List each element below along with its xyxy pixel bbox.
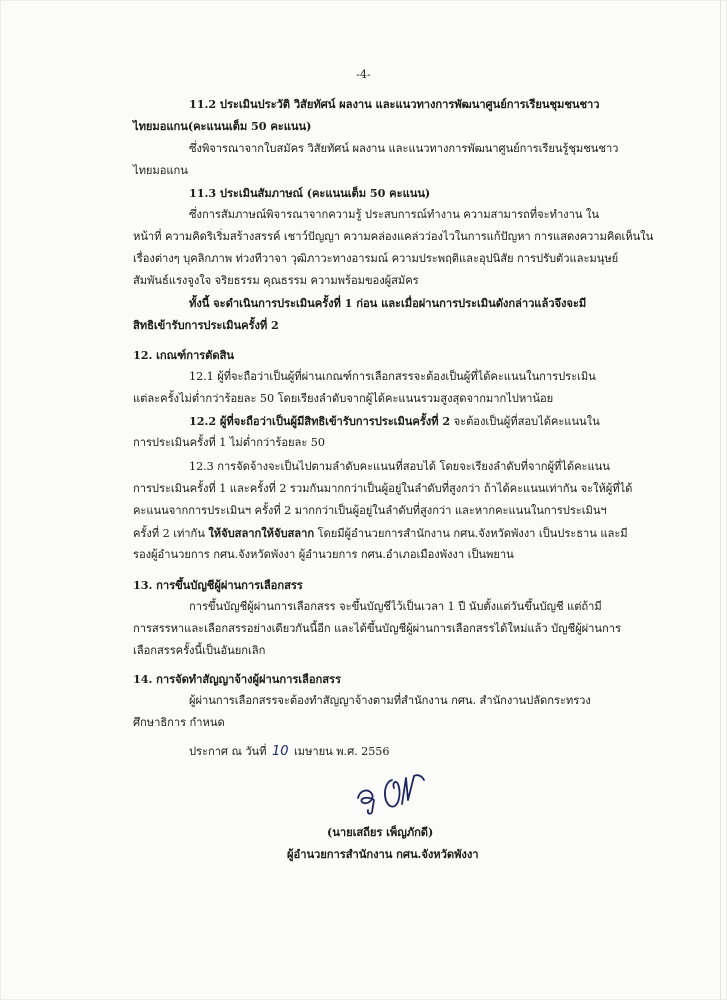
section-14-line1: ผู้ผ่านการเลือกสรรจะต้องทำสัญญาจ้างตามที่สำนักงาน กศน. สำนักงานปลัดกระทรวง xyxy=(189,694,591,707)
section-12-2-line2: การประเมินครั้งที่ 1 ไม่ต่ำกว่าร้อยละ 50 xyxy=(133,436,325,449)
section-11-3-note-line2: สิทธิเข้ารับการประเมินครั้งที่ 2 xyxy=(133,318,279,332)
signatory-position: ผู้อำนวยการสำนักงาน กศน.จังหวัดพังงา xyxy=(287,847,479,861)
section-11-3-body-line: เรื่องต่างๆ บุคลิกภาพ ท่วงทีวาจา วุฒิภาวะทางอารมณ์ ความประพฤติและอุปนิสัย การปรับตัวและมนุษย์ xyxy=(133,252,619,265)
section-12-3-line5: รองผู้อำนวยการ กศน.จังหวัดพังงา ผู้อำนวยการ กศน.อำเภอเมืองพังงา เป็นพยาน xyxy=(133,548,514,561)
announce-suffix: เมษายน พ.ศ. 2556 xyxy=(293,745,390,758)
section-13-line2: การสรรหาและเลือกสรรอย่างเดียวกันนี้อีก และได้ขึ้นบัญชีผู้ผ่านการเลือกสรรได้ใหม่แล้ว บัญชีผู้ผ่านการ xyxy=(133,622,621,635)
section-12-title: 12. เกณฑ์การตัดสิน xyxy=(133,348,234,362)
section-11-3-title: 11.3 ประเมินสัมภาษณ์ (คะแนนเต็ม 50 คะแนน) xyxy=(189,186,431,200)
section-13-title: 13. การขึ้นบัญชีผู้ผ่านการเลือกสรร xyxy=(133,578,303,592)
section-12-2-bold: 12.2 ผู้ที่จะถือว่าเป็นผู้มีสิทธิเข้ารับการประเมินครั้งที่ 2 xyxy=(189,414,451,428)
section-12-3-line4-b: โดยมีผู้อำนวยการสำนักงาน กศน.จังหวัดพังงา เป็นประธาน และมี xyxy=(314,527,628,540)
section-12-3-line4-bold: ให้จับสลากให้จับสลาก xyxy=(208,526,315,540)
section-12-3-line4-a: ครั้งที่ 2 เท่ากัน xyxy=(133,527,209,540)
announce-date xyxy=(189,744,389,760)
section-11-3-note-line1: ทั้งนี้ จะดำเนินการประเมินครั้งที่ 1 ก่อน และเมื่อผ่านการประเมินดังกล่าวแล้วจึงจะมี xyxy=(189,296,587,310)
section-12-2-line1 xyxy=(189,413,600,430)
section-11-3-body-line: หน้าที่ ความคิดริเริ่มสร้างสรรค์ เชาว์ปัญญา ความคล่องแคล่วว่องไวในการแก้ปัญหา การแสดงความคิดเห็นใน xyxy=(133,230,654,243)
section-12-3-line3: คะแนนจากการประเมินฯ ครั้งที่ 2 มากกว่าเป็นผู้อยู่ในลำดับที่สูงกว่า และหากคะแนนในการประเมินฯ xyxy=(133,504,607,517)
section-12-1-line1: 12.1 ผู้ที่จะถือว่าเป็นผู้ที่ผ่านเกณฑ์การเลือกสรรจะต้องเป็นผู้ที่ได้คะแนนในการประเมิน xyxy=(189,370,596,383)
section-14-title: 14. การจัดทำสัญญาจ้างผู้ผ่านการเลือกสรร xyxy=(133,672,341,686)
section-11-3-body-line: ซึ่งการสัมภาษณ์พิจารณาจากความรู้ ประสบการณ์ทำงาน ความสามารถที่จะทำงาน ใน xyxy=(189,208,599,221)
section-11-2-title-line2: ไทยมอแกน(คะแนนเต็ม 50 คะแนน) xyxy=(133,119,312,133)
section-14-line2: ศึกษาธิการ กำหนด xyxy=(133,716,225,729)
section-11-2-title-line1: 11.2 ประเมินประวัติ วิสัยทัศน์ ผลงาน และแนวทางการพัฒนาศูนย์การเรียนชุมชนชาว xyxy=(189,97,600,111)
section-12-1-line2: แต่ละครั้งไม่ต่ำกว่าร้อยละ 50 โดยเรียงลำดับจากผู้ได้คะแนนรวมสูงสุดจากมากไปหาน้อย xyxy=(133,392,554,405)
announce-prefix: ประกาศ ณ วันที่ xyxy=(189,745,267,758)
announce-day: 10 xyxy=(272,744,289,759)
section-13-line1: การขึ้นบัญชีผู้ผ่านการเลือกสรร จะขึ้นบัญชีไว้เป็นเวลา 1 ปี นับตั้งแต่วันขึ้นบัญชี แต่ถ้ามี xyxy=(189,600,602,613)
section-13-line3: เลือกสรรครั้งนี้เป็นอันยกเลิก xyxy=(133,644,266,657)
section-12-3-line2: การประเมินครั้งที่ 1 และครั้งที่ 2 รวมกันมากกว่าเป็นผู้อยู่ในลำดับที่สูงกว่า ถ้าได้คะแนนเท่ากัน จะให้ผู้ที่ได้ xyxy=(133,482,633,495)
signature-icon xyxy=(352,770,432,818)
section-12-3-line4 xyxy=(133,525,628,542)
page-number: -4- xyxy=(356,68,371,81)
section-11-3-body-line: สัมพันธ์แรงจูงใจ จริยธรรม คุณธรรม ความพร้อมของผู้สมัคร xyxy=(133,274,419,287)
section-12-2-rest: จะต้องเป็นผู้ที่สอบได้คะแนนใน xyxy=(450,415,600,428)
signatory-name: (นายเสถียร เพ็ญภักดี) xyxy=(327,825,434,839)
section-12-3-line1: 12.3 การจัดจ้างจะเป็นไปตามลำดับคะแนนที่สอบได้ โดยจะเรียงลำดับที่จากผู้ที่ได้คะแนน xyxy=(189,460,610,473)
section-11-2-body-line1: ซึ่งพิจารณาจากใบสมัคร วิสัยทัศน์ ผลงาน และแนวทางการพัฒนาศูนย์การเรียนรู้ชุมชนชาว xyxy=(189,142,619,155)
section-11-2-body-line2: ไทยมอแกน xyxy=(133,164,188,177)
